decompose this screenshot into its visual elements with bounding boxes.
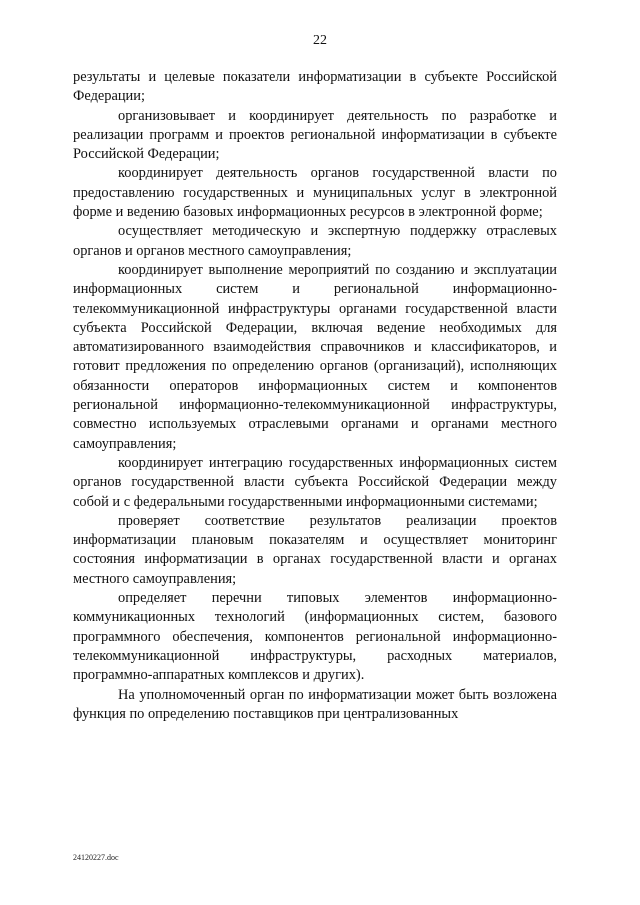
document-body bbox=[73, 68, 557, 724]
paragraph-4: осуществляет методическую и экспертную поддержку отраслевых органов и органов местного самоуправления; bbox=[73, 223, 557, 259]
paragraph-1: результаты и целевые показатели информатизации в субъекте Российской Федерации; bbox=[73, 69, 557, 105]
paragraph-6: координирует интеграцию государственных информационных систем органов государственной власти субъекта Российской Федерации между собой и с федеральными государственными информационными системами; bbox=[73, 454, 557, 510]
paragraph-5: координирует выполнение мероприятий по созданию и эксплуатации информационных систем и региональной информационно-телекоммуникационной инфраструктуры органами государственной власти субъекта Российской Федерации, включая ведение необходимых для автоматизированного взаимодействия справочников и классификаторов, и готовит предложения по определению органов (организаций), исполняющих обязанности операторов информационных систем и компонентов региональной информационно-телекоммуникационной инфраструктуры, совместно используемых отраслевыми органами и органами местного самоуправления; bbox=[73, 261, 557, 452]
paragraph-2: организовывает и координирует деятельность по разработке и реализации программ и проектов региональной информатизации в субъекте Российской Федерации; bbox=[73, 107, 557, 163]
paragraph-3: координирует деятельность органов государственной власти по предоставлению государственных и муниципальных услуг в электронной форме и ведению базовых информационных ресурсов в электронной форме; bbox=[73, 165, 557, 221]
paragraph-9: На уполномоченный орган по информатизации может быть возложена функция по определению поставщиков при централизованных bbox=[73, 686, 557, 722]
page-number: 22 bbox=[313, 33, 327, 48]
paragraph-8: определяет перечни типовых элементов информационно-коммуникационных технологий (информационных систем, базового программного обеспечения, компонентов региональной информационно-телекоммуникационной инфраструктуры, расходных материалов, программно-аппаратных комплексов и других). bbox=[73, 590, 557, 684]
paragraph-7: проверяет соответствие результатов реализации проектов информатизации плановым показателям и осуществляет мониторинг состояния информатизации в органах государственной власти и органах местного самоуправления; bbox=[73, 512, 557, 587]
document-file-code: 24120227.doc bbox=[73, 853, 119, 862]
